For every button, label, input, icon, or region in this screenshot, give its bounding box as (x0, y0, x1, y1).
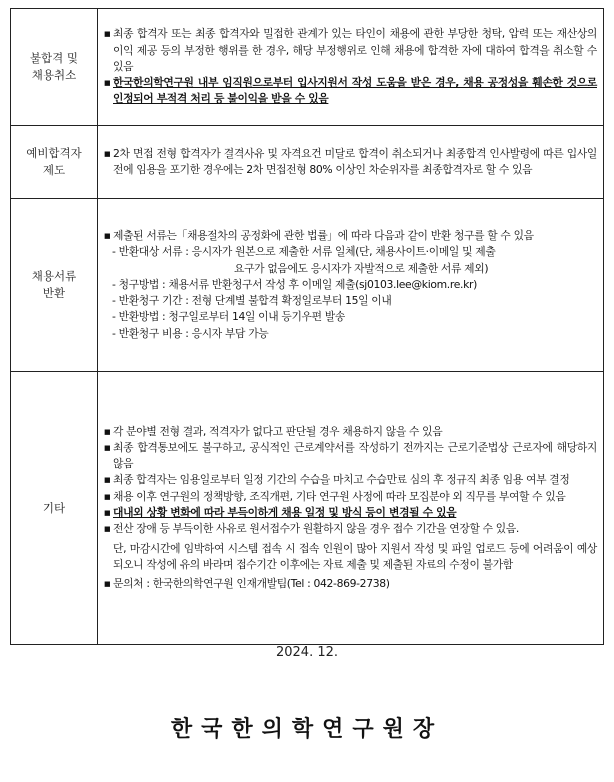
list-item-continuation: 단, 마감시간에 임박하여 시스템 접속 시 접속 인원이 많아 지원서 작성 및 파일 업로드 등에 어려움이 예상되오니 작성에 유의 바라며 접수기간 이후에는 자료 제출 및 제출된 자료의 수정이 불가함 (113, 541, 597, 571)
list-item: ■ 최종 합격자는 임용일로부터 일정 기간의 수습을 마치고 수습만료 심의 후 정규직 최종 임용 여부 결정 (104, 472, 597, 488)
list-item-emphasis: ■ 대내외 상황 변화에 따라 부득이하게 채용 일정 및 방식 등이 변경될 수 있음 (104, 505, 597, 521)
row-label-reserve: 예비합격자 제도 (11, 126, 98, 199)
row-label-disqualification: 불합격 및 채용취소 (11, 9, 98, 126)
table-row (11, 9, 604, 126)
list-item: ■ 2차 면접 전형 합격자가 결격사유 및 자격요건 미달로 합격이 취소되거나 최종합격 인사발령에 따른 입사일 전에 임용을 포기한 경우에는 2차 면접전형 80% 이상인 차순위자를 최종합격자로 할 수 있음 (104, 146, 597, 179)
row-label-return: 채용서류 반환 (11, 199, 98, 372)
list-item: ■ 제출된 서류는「채용절차의 공정화에 관한 법률」에 따라 다음과 같이 반환 청구를 할 수 있음 (104, 228, 597, 244)
row-content-disqualification (98, 9, 604, 126)
contact-info: ■ 문의처 : 한국한의학연구원 인재개발팀(Tel : 042-869-2738) (104, 576, 597, 592)
notice-table (10, 8, 604, 645)
sub-item: - 반환청구 비용 : 응시자 부담 가능 (112, 326, 269, 340)
table-row (11, 199, 604, 372)
row-content-return (98, 199, 604, 372)
table-row (11, 372, 604, 645)
list-item: ■ 각 분야별 전형 결과, 적격자가 없다고 판단될 경우 채용하지 않을 수 있음 (104, 424, 597, 440)
list-item: ■ 최종 합격자 또는 최종 합격자와 밀접한 관계가 있는 타인이 채용에 관한 부당한 청탁, 압력 또는 재산상의 이익 제공 등의 부정한 행위를 한 경우, 해당 부정행위로 인해 채용에 합격한 자에 대하여 합격을 취소할 수 있음 (104, 26, 597, 75)
sub-item: - 반환대상 서류 : 응시자가 원본으로 제출한 서류 일체(단, 채용사이트·이메일 및 제출 (112, 245, 496, 259)
organization-signature: 한국한의학연구원장 (170, 717, 444, 742)
sub-item: - 청구방법 : 채용서류 반환청구서 작성 후 이메일 제출(sj0103.lee@kiom.re.kr) (112, 277, 477, 291)
sub-item-continued: 요구가 없음에도 응시자가 자발적으로 제출한 서류 제외) (234, 261, 489, 275)
sub-item: - 반환청구 기간 : 전형 단계별 불합격 확정일로부터 15일 이내 (112, 294, 392, 308)
row-content-reserve (98, 126, 604, 199)
sub-item: - 반환방법 : 청구일로부터 14일 이내 등기우편 발송 (112, 310, 345, 324)
row-content-other (98, 372, 604, 645)
list-item-emphasis: ■ 한국한의학연구원 내부 임직원으로부터 입사지원서 작성 도움을 받은 경우, 채용 공정성을 훼손한 것으로 인정되어 부적격 처리 등 불이익을 받을 수 있음 (104, 75, 597, 108)
list-item: ■ 채용 이후 연구원의 정책방향, 조직개편, 기타 연구원 사정에 따라 모집분야 외 직무를 부여할 수 있음 (104, 489, 597, 505)
list-item: ■ 전산 장애 등 부득이한 사유로 원서접수가 원활하지 않을 경우 접수 기간을 연장할 수 있음. (104, 521, 597, 537)
table-row (11, 126, 604, 199)
issue-date: 2024. 12. (275, 645, 339, 660)
list-item: ■ 최종 합격통보에도 불구하고, 공식적인 근로계약서를 작성하기 전까지는 근로기준법상 근로자에 해당하지 않음 (104, 440, 597, 473)
row-label-other: 기타 (11, 372, 98, 645)
